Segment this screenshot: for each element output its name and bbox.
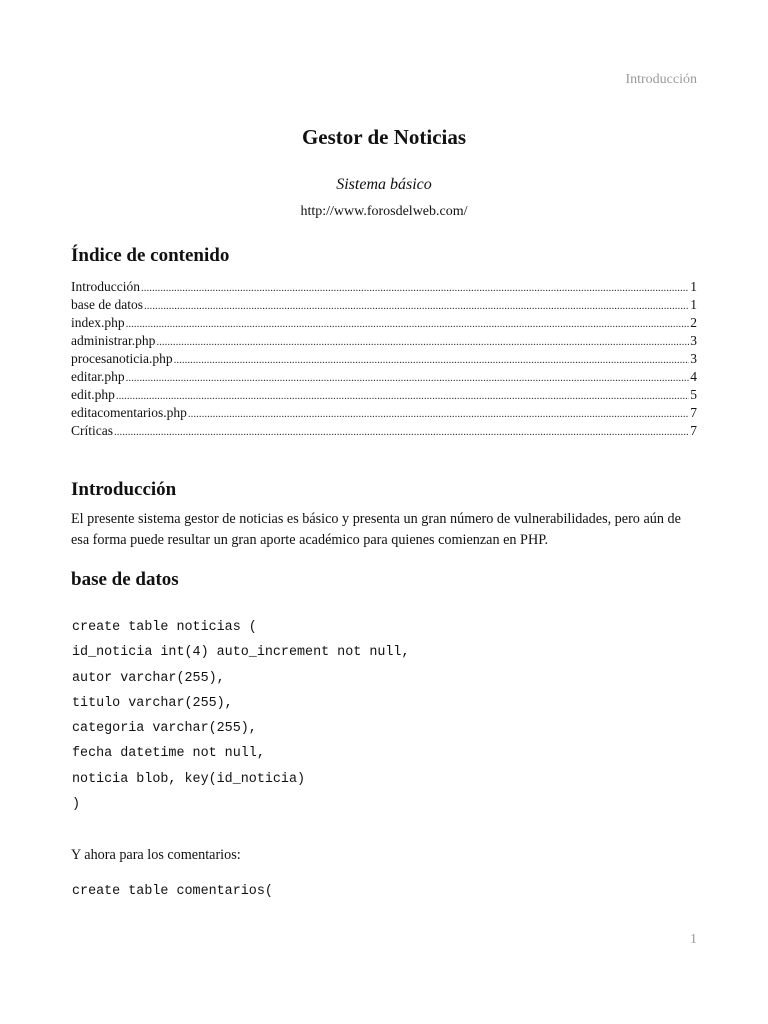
comments-intro-paragraph: Y ahora para los comentarios:	[71, 847, 241, 863]
toc-entry-editacomentarios-php[interactable]	[71, 404, 697, 422]
toc-dot-leader	[126, 368, 690, 387]
toc-entry-base-de-datos[interactable]	[71, 296, 697, 314]
toc-entry-page: 3	[690, 351, 697, 366]
toc-entry-page: 3	[690, 333, 697, 348]
toc-entry-page: 2	[690, 315, 697, 330]
toc-entry-label: editacomentarios.php	[71, 405, 187, 420]
code-block-comentarios: create table comentarios(	[72, 884, 273, 899]
toc-entry-administrar-php[interactable]	[71, 332, 697, 350]
toc-dot-leader	[188, 404, 689, 423]
toc-dot-leader	[126, 314, 690, 333]
toc-entry-page: 5	[690, 387, 697, 402]
toc-entry-label: editar.php	[71, 369, 125, 384]
toc-entry-label: index.php	[71, 315, 125, 330]
section-heading-introduccion: Introducción	[71, 479, 177, 500]
section-heading-base-de-datos: base de datos	[71, 569, 179, 590]
toc-entry-label: administrar.php	[71, 333, 156, 348]
toc-entry-introduccion[interactable]	[71, 278, 697, 296]
toc-entry-edit-php[interactable]	[71, 386, 697, 404]
document-url: http://www.forosdelweb.com/	[300, 204, 468, 219]
toc-entry-page: 7	[690, 405, 697, 420]
toc-entry-index-php[interactable]	[71, 314, 697, 332]
toc-entry-page: 4	[690, 369, 697, 384]
toc-dot-leader	[174, 350, 690, 369]
document-subtitle: Sistema básico	[336, 176, 432, 193]
table-of-contents	[71, 278, 697, 440]
document-title: Gestor de Noticias	[301, 125, 467, 149]
toc-dot-leader	[116, 386, 689, 405]
toc-dot-leader	[144, 296, 689, 315]
running-header: Introducción	[625, 72, 697, 87]
toc-entry-editar-php[interactable]	[71, 368, 697, 386]
toc-entry-label: Críticas	[71, 423, 113, 438]
toc-entry-label: Introducción	[71, 279, 140, 294]
page-number: 1	[690, 932, 697, 947]
toc-entry-label: base de datos	[71, 297, 143, 312]
toc-entry-page: 1	[690, 297, 697, 312]
toc-dot-leader	[114, 422, 689, 441]
toc-dot-leader	[141, 278, 689, 297]
code-block-noticias: create table noticias ( id_noticia int(4) auto_increment not null, autor varchar(255), titulo varchar(255), categoria varchar(255), fecha datetime not null, noticia blob, key(id_noticia) )	[72, 620, 410, 813]
toc-entry-page: 7	[690, 423, 697, 438]
toc-dot-leader	[156, 332, 689, 351]
toc-entry-criticas[interactable]	[71, 422, 697, 440]
toc-entry-procesanoticia-php[interactable]	[71, 350, 697, 368]
toc-entry-label: edit.php	[71, 387, 115, 402]
toc-heading: Índice de contenido	[71, 245, 230, 266]
intro-paragraph: El presente sistema gestor de noticias es básico y presenta un gran número de vulnerabilidades, pero aún de esa forma puede resultar un gran aporte académico para quienes comienzan en PHP.	[71, 511, 681, 548]
toc-entry-page: 1	[690, 279, 697, 294]
toc-entry-label: procesanoticia.php	[71, 351, 173, 366]
